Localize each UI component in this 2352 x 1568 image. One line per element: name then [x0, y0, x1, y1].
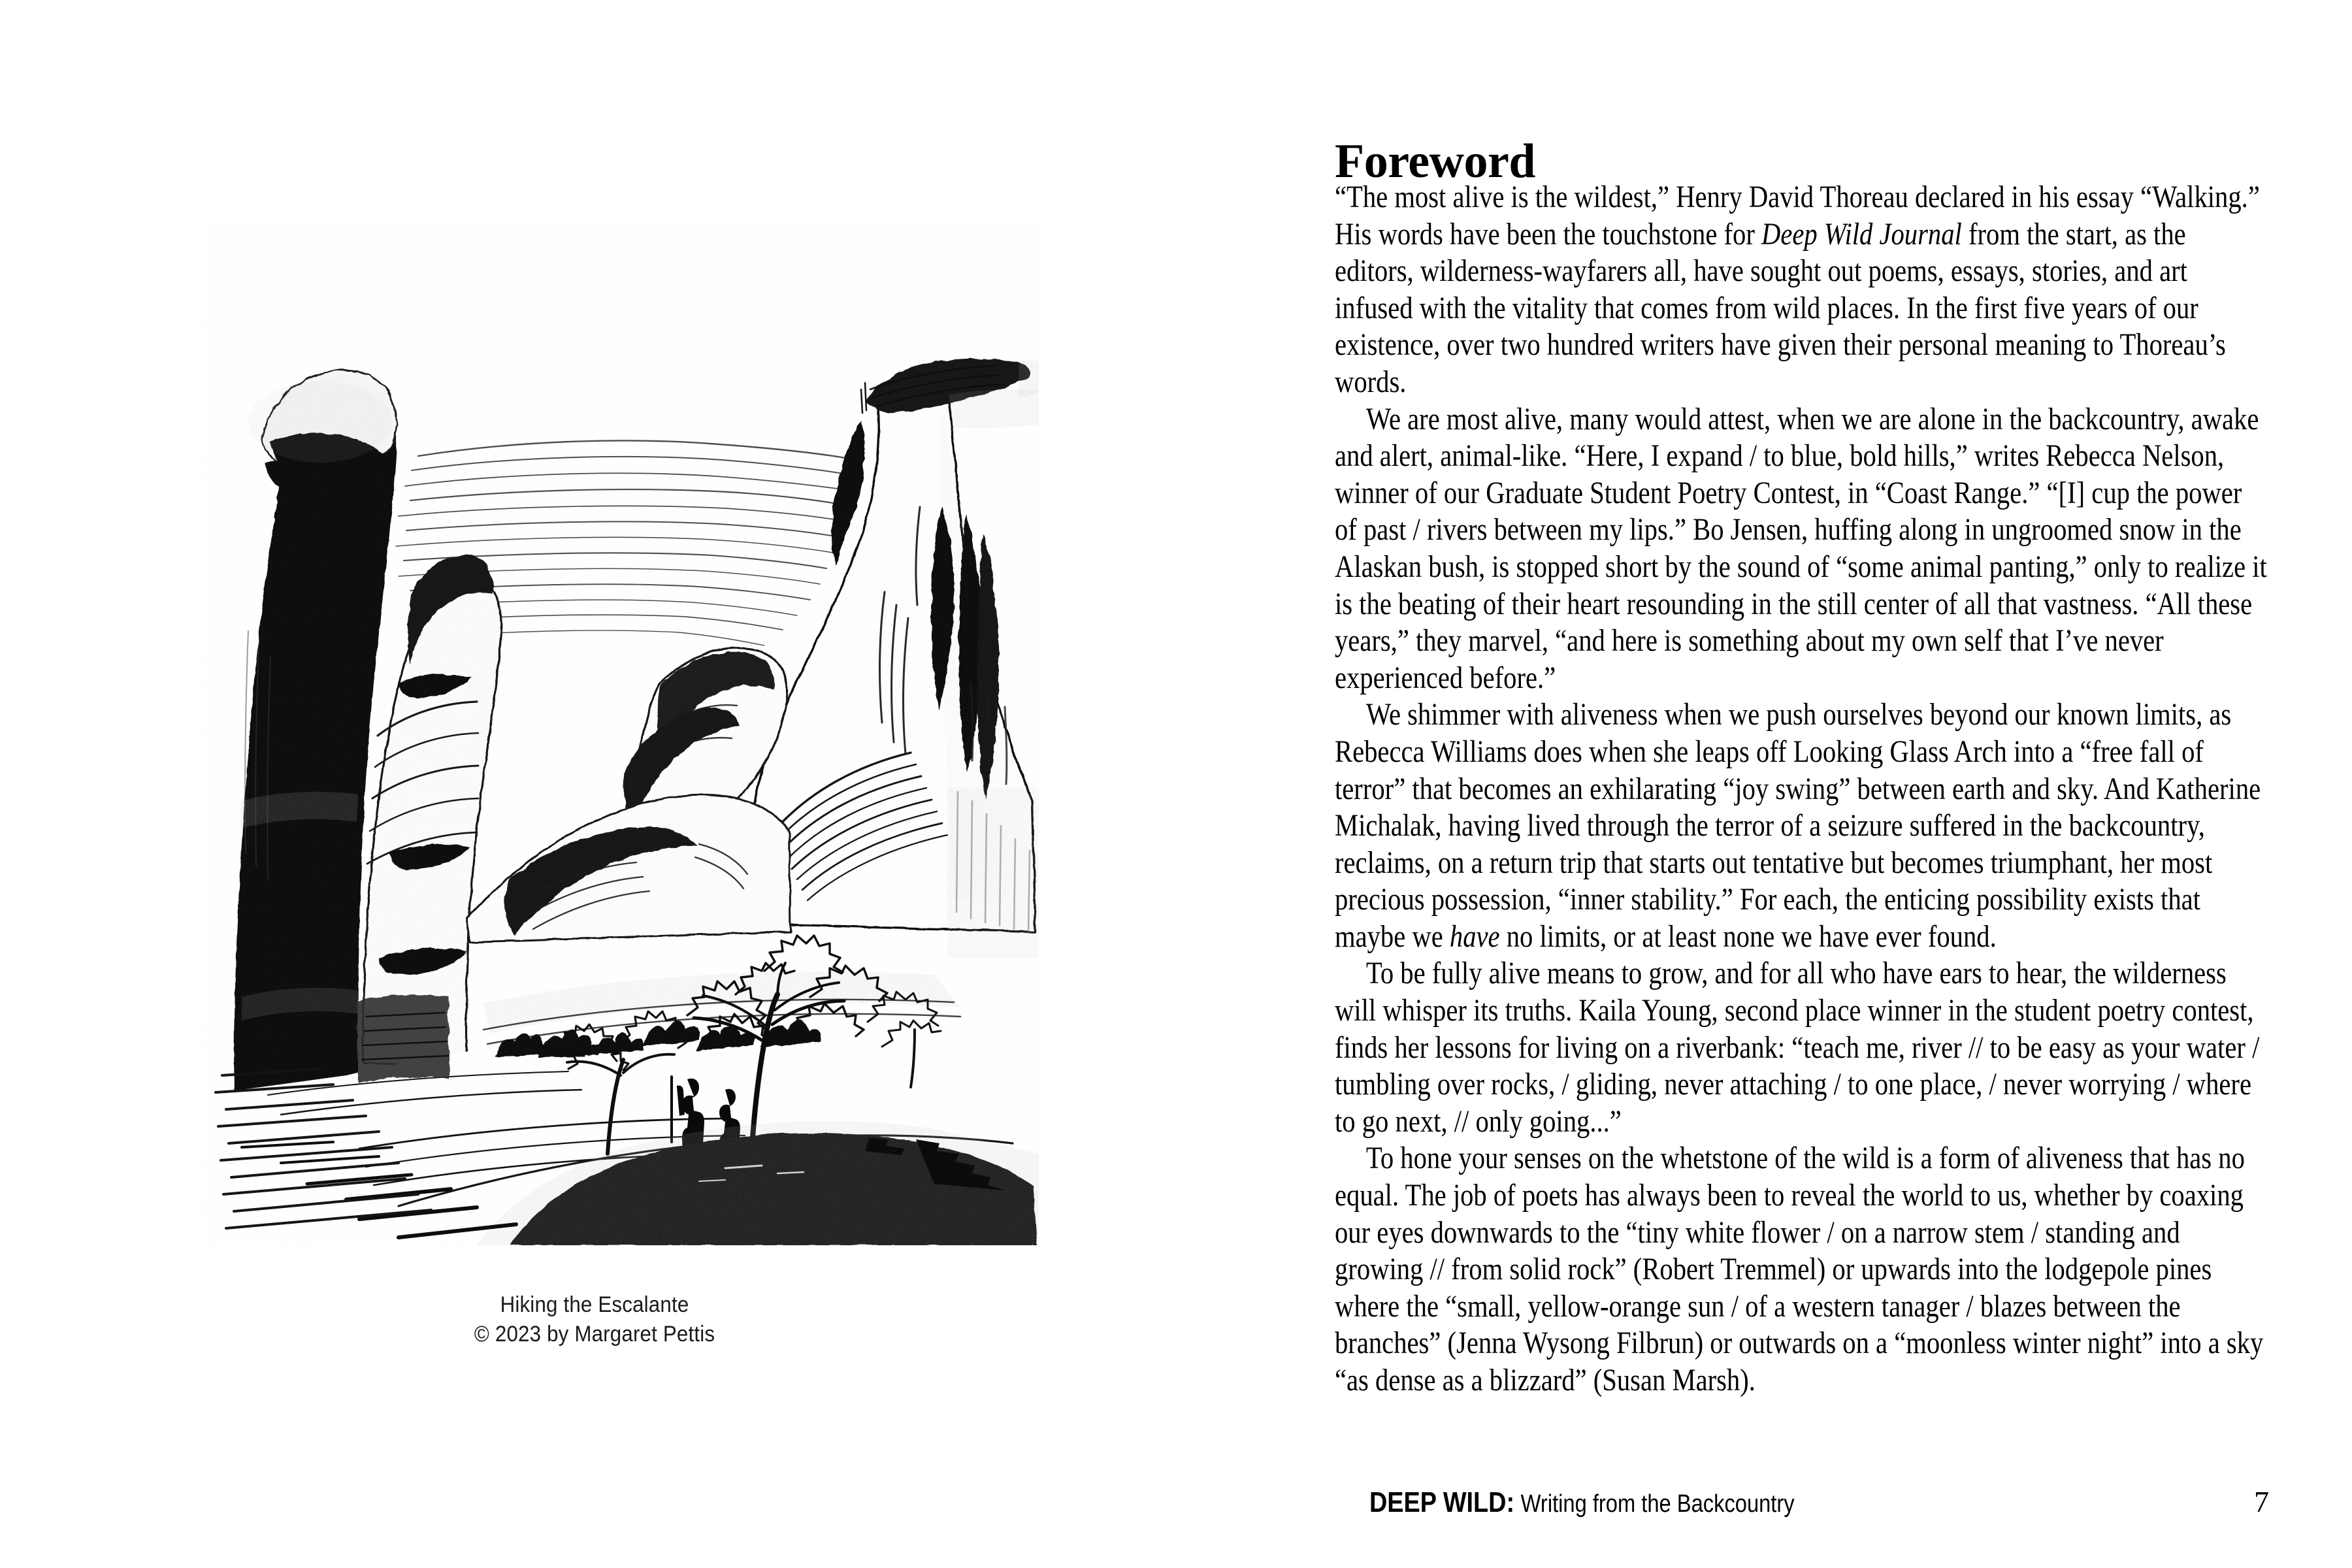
- foreword-paragraph-4: To be fully alive means to grow, and for all who have ears to hear, the wilderness will whisper its truths. Kaila Young, second place winner in the student poetry contest, finds her lessons for living on a riverbank: “teach me, river // to be easy as your water / tumbling over rocks, / gliding, never attaching / to one place, / never worrying / where to go next, // only going...”: [1335, 956, 2260, 1139]
- right-page-foreword-panel: [1176, 0, 2352, 1568]
- emphasised-text: Deep Wild Journal: [1761, 217, 1962, 252]
- caption-title: Hiking the Escalante: [500, 1292, 689, 1317]
- foreword-paragraph-3: We shimmer with aliveness when we push ourselves beyond our known limits, as Rebecca Williams does when she leaps off Looking Glass Arch into a “free fall of terror” that becomes an exhilarating “joy swing” between earth and sky. And Katherine Michalak, having lived through the terror of a seizure suffered in the backcountry, reclaims, on a return trip that starts out tentative but becomes triumphant, her most precious possession, “inner stability.” For each, the enticing possibility exists that maybe we have no limits, or at least none we have ever found.: [1335, 698, 2261, 954]
- journal-subtitle: Writing from the Backcountry: [1520, 1490, 1795, 1518]
- journal-name: DEEP WILD:: [1369, 1486, 1515, 1518]
- canyon-illustration-artwork: [203, 226, 1039, 1245]
- emphasised-text: have: [1449, 919, 1500, 954]
- foreword-paragraph-5: To hone your senses on the whetstone of the wild is a form of aliveness that has no equal. The job of poets has always been to reveal the world to us, whether by coaxing our eyes downwards to the “tiny white flower / on a narrow stem / standing and growing // from solid rock” (Robert Tremmel) or upwards into the lodgepole pines where the “small, yellow-orange sun / of a western tanager / blazes between the branches” (Jenna Wysong Filbrun) or outwards on a “moonless winter night” into a sky “as dense as a blizzard” (Susan Marsh).: [1335, 1141, 2264, 1397]
- running-head: [1369, 1486, 1795, 1519]
- illustration-caption: [210, 1290, 979, 1349]
- caption-credit: © 2023 by Margaret Pettis: [474, 1322, 715, 1347]
- illustration-figure: [203, 226, 1039, 1245]
- page-number: 7: [2254, 1485, 2269, 1518]
- foreword-body-text: [1335, 179, 2269, 1399]
- page-title: Foreword: [1335, 134, 1535, 188]
- foreword-paragraph-2: We are most alive, many would attest, when we are alone in the backcountry, awake and alert, animal-like. “Here, I expand / to blue, bold hills,” writes Rebecca Nelson, winner of our Graduate Student Poetry Contest, in “Coast Range.” “[I] cup the power of past / rivers between my lips.” Bo Jensen, huffing along in ungroomed snow in the Alaskan bush, is stopped short by the sound of “some animal panting,” only to realize it is the beating of their heart resounding in the still center of all that vastness. “All these years,” they marvel, “and here is something about my own self that I’ve never experienced before.”: [1335, 402, 2267, 695]
- foreword-paragraph-1: “The most alive is the wildest,” Henry David Thoreau declared in his essay “Walking.” His words have been the touchstone for Deep Wild Journal from the start, as the editors, wilderness-wayfarers all, have sought out poems, essays, stories, and art infused with the vitality that comes from wild places. In the first five years of our existence, over two hundred writers have given their personal meaning to Thoreau’s words.: [1335, 180, 2260, 399]
- page-footer: [1335, 1484, 2269, 1519]
